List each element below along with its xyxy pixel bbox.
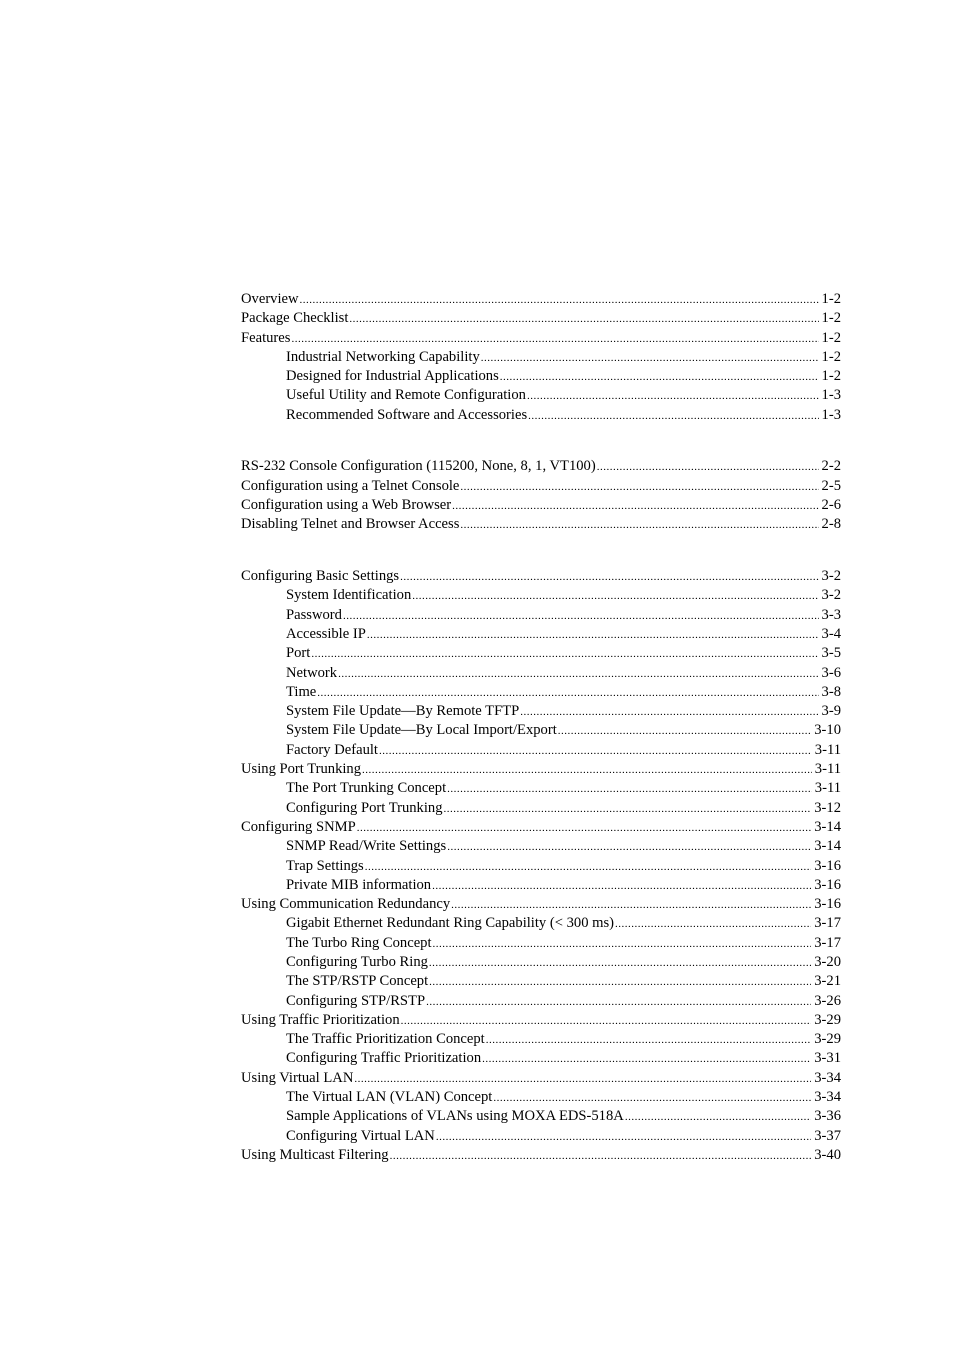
toc-page-number: 1-3 xyxy=(821,387,841,404)
toc-subentry[interactable] xyxy=(241,972,841,991)
toc-subentry[interactable] xyxy=(241,837,841,856)
dot-leader xyxy=(436,1128,811,1146)
toc-entry-title: System Identification xyxy=(286,587,412,604)
toc-page-number: 3-10 xyxy=(814,722,841,739)
toc-page-number: 3-5 xyxy=(821,645,841,662)
toc-subentry[interactable] xyxy=(241,406,841,425)
toc-entry-title: Configuring Traffic Prioritization xyxy=(286,1050,482,1067)
toc-subentry[interactable] xyxy=(241,367,841,386)
toc-page-number: 3-14 xyxy=(814,818,841,835)
dot-leader xyxy=(615,915,811,933)
toc-entry-title: Using Multicast Filtering xyxy=(241,1146,389,1163)
toc-page-number: 3-26 xyxy=(814,992,841,1009)
toc-subentry[interactable] xyxy=(241,586,841,605)
toc-page-number: 3-2 xyxy=(821,587,841,604)
toc-page-number: 3-29 xyxy=(814,1031,841,1048)
dot-leader xyxy=(367,626,819,644)
toc-page-number: 3-21 xyxy=(814,973,841,990)
dot-leader xyxy=(520,703,818,721)
toc-entry-title: Disabling Telnet and Browser Access xyxy=(241,516,460,533)
toc-subentry[interactable] xyxy=(241,721,841,740)
toc-page-number: 3-29 xyxy=(814,1011,841,1028)
toc-page-number: 3-11 xyxy=(814,741,841,758)
dot-leader xyxy=(400,568,818,586)
toc-entry-title: Industrial Networking Capability xyxy=(286,348,480,365)
toc-subentry[interactable] xyxy=(241,1107,841,1126)
toc-page-number: 3-17 xyxy=(814,915,841,932)
toc-subentry[interactable] xyxy=(241,702,841,721)
table-of-contents xyxy=(241,290,841,1165)
toc-entry-title: Configuring Basic Settings xyxy=(241,568,400,585)
toc-section xyxy=(241,567,841,1165)
toc-entry-title: Configuration using a Web Browser xyxy=(241,497,452,514)
toc-page-number: 2-6 xyxy=(821,497,841,514)
toc-page-number: 2-2 xyxy=(821,458,841,475)
toc-entry-title: Recommended Software and Accessories xyxy=(286,406,528,423)
toc-page-number: 3-36 xyxy=(814,1108,841,1125)
dot-leader xyxy=(500,368,819,386)
toc-page-number: 3-6 xyxy=(821,664,841,681)
toc-page-number: 3-16 xyxy=(814,857,841,874)
toc-page-number: 3-12 xyxy=(814,799,841,816)
toc-page-number: 1-2 xyxy=(821,329,841,346)
dot-leader xyxy=(426,993,811,1011)
toc-entry-title: The Virtual LAN (VLAN) Concept xyxy=(286,1089,493,1106)
dot-leader xyxy=(300,291,819,309)
dot-leader xyxy=(558,722,811,740)
toc-subentry[interactable] xyxy=(241,625,841,644)
toc-entry-title: Configuring Virtual LAN xyxy=(286,1127,435,1144)
dot-leader xyxy=(317,684,818,702)
toc-entry-title: Accessible IP xyxy=(286,625,366,642)
dot-leader xyxy=(444,800,812,818)
toc-page-number: 3-3 xyxy=(821,606,841,623)
toc-subentry[interactable] xyxy=(241,876,841,895)
toc-subentry[interactable] xyxy=(241,386,841,405)
toc-entry-title: Sample Applications of VLANs using MOXA EDS-518A xyxy=(286,1108,624,1125)
toc-entry-title: Using Communication Redundancy xyxy=(241,896,451,913)
dot-leader xyxy=(311,645,818,663)
toc-subentry[interactable] xyxy=(241,914,841,933)
toc-entry[interactable] xyxy=(241,329,841,348)
toc-subentry[interactable] xyxy=(241,348,841,367)
toc-subentry[interactable] xyxy=(241,779,841,798)
toc-section xyxy=(241,457,841,534)
dot-leader xyxy=(343,607,819,625)
dot-leader xyxy=(362,761,812,779)
toc-page-number: 1-2 xyxy=(821,368,841,385)
toc-entry[interactable] xyxy=(241,760,841,779)
toc-entry-title: Network xyxy=(286,664,338,681)
toc-entry[interactable] xyxy=(241,496,841,515)
toc-entry-title: Designed for Industrial Applications xyxy=(286,368,499,385)
toc-entry-title: Port xyxy=(286,645,311,662)
toc-entry[interactable] xyxy=(241,477,841,496)
toc-page-number: 3-40 xyxy=(814,1146,841,1163)
toc-entry-title: The STP/RSTP Concept xyxy=(286,973,429,990)
toc-page-number: 3-17 xyxy=(814,934,841,951)
toc-entry-title: Package Checklist xyxy=(241,310,349,327)
dot-leader xyxy=(625,1108,811,1126)
toc-subentry[interactable] xyxy=(241,992,841,1011)
dot-leader xyxy=(379,742,812,760)
toc-page-number: 3-14 xyxy=(814,838,841,855)
toc-page-number: 3-20 xyxy=(814,953,841,970)
toc-entry[interactable] xyxy=(241,457,841,476)
toc-subentry[interactable] xyxy=(241,1127,841,1146)
toc-entry[interactable] xyxy=(241,818,841,837)
toc-page-number: 1-2 xyxy=(821,310,841,327)
toc-entry-title: The Port Trunking Concept xyxy=(286,780,447,797)
dot-leader xyxy=(447,780,812,798)
toc-entry-title: Using Traffic Prioritization xyxy=(241,1011,400,1028)
dot-leader xyxy=(429,954,811,972)
dot-leader xyxy=(432,877,811,895)
toc-entry[interactable] xyxy=(241,1011,841,1030)
toc-subentry[interactable] xyxy=(241,644,841,663)
toc-page-number: 3-4 xyxy=(821,625,841,642)
toc-subentry[interactable] xyxy=(241,1088,841,1107)
toc-entry[interactable] xyxy=(241,309,841,328)
toc-page-number: 3-9 xyxy=(821,703,841,720)
toc-entry-title: Useful Utility and Remote Configuration xyxy=(286,387,526,404)
dot-leader xyxy=(357,819,811,837)
toc-section xyxy=(241,290,841,425)
toc-subentry[interactable] xyxy=(241,857,841,876)
toc-entry-title: Trap Settings xyxy=(286,857,364,874)
toc-subentry[interactable] xyxy=(241,953,841,972)
toc-subentry[interactable] xyxy=(241,741,841,760)
toc-entry-title: Configuring Turbo Ring xyxy=(286,953,428,970)
dot-leader xyxy=(390,1147,812,1165)
toc-page-number: 3-11 xyxy=(814,761,841,778)
dot-leader xyxy=(365,858,812,876)
toc-entry-title: Gigabit Ethernet Redundant Ring Capability (< 300 ms) xyxy=(286,915,615,932)
dot-leader xyxy=(401,1012,812,1030)
dot-leader xyxy=(460,516,818,534)
toc-page-number: 3-2 xyxy=(821,568,841,585)
toc-page-number: 3-11 xyxy=(814,780,841,797)
toc-entry[interactable] xyxy=(241,1069,841,1088)
toc-page-number: 1-3 xyxy=(821,406,841,423)
dot-leader xyxy=(486,1031,811,1049)
toc-page-number: 3-31 xyxy=(814,1050,841,1067)
toc-entry-title: Using Virtual LAN xyxy=(241,1069,354,1086)
toc-entry-title: Time xyxy=(286,683,317,700)
toc-entry-title: Configuration using a Telnet Console xyxy=(241,477,460,494)
toc-subentry[interactable] xyxy=(241,799,841,818)
toc-page-number: 1-2 xyxy=(821,348,841,365)
dot-leader xyxy=(338,665,818,683)
toc-page-number: 3-8 xyxy=(821,683,841,700)
dot-leader xyxy=(527,387,819,405)
toc-entry-title: Configuring STP/RSTP xyxy=(286,992,426,1009)
toc-entry-title: System File Update—By Local Import/Export xyxy=(286,722,557,739)
toc-page-number: 3-37 xyxy=(814,1127,841,1144)
dot-leader xyxy=(451,896,811,914)
dot-leader xyxy=(433,935,812,953)
toc-entry-title: Configuring SNMP xyxy=(241,818,356,835)
toc-entry[interactable] xyxy=(241,290,841,309)
toc-entry-title: RS-232 Console Configuration (115200, None, 8, 1, VT100) xyxy=(241,458,596,475)
toc-entry-title: Private MIB information xyxy=(286,876,432,893)
dot-leader xyxy=(429,973,811,991)
dot-leader xyxy=(482,1050,811,1068)
toc-entry-title: Factory Default xyxy=(286,741,378,758)
toc-entry-title: Overview xyxy=(241,291,299,307)
toc-subentry[interactable] xyxy=(241,664,841,683)
dot-leader xyxy=(452,497,818,515)
toc-subentry[interactable] xyxy=(241,1030,841,1049)
toc-entry[interactable] xyxy=(241,515,841,534)
dot-leader xyxy=(597,458,819,476)
dot-leader xyxy=(349,310,818,328)
toc-entry-title: Password xyxy=(286,606,342,623)
dot-leader xyxy=(460,478,818,496)
dot-leader xyxy=(447,838,811,856)
toc-entry-title: Configuring Port Trunking xyxy=(286,799,443,816)
toc-entry[interactable] xyxy=(241,567,841,586)
toc-entry[interactable] xyxy=(241,1146,841,1165)
toc-page-number: 3-34 xyxy=(814,1089,841,1106)
toc-page-number: 2-5 xyxy=(821,477,841,494)
toc-page-number: 3-34 xyxy=(814,1069,841,1086)
toc-subentry[interactable] xyxy=(241,606,841,625)
dot-leader xyxy=(354,1070,811,1088)
toc-page-number: 1-2 xyxy=(821,291,841,307)
toc-subentry[interactable] xyxy=(241,1049,841,1068)
toc-entry-title: Using Port Trunking xyxy=(241,761,362,778)
toc-entry-title: System File Update—By Remote TFTP xyxy=(286,703,520,720)
toc-entry-title: The Traffic Prioritization Concept xyxy=(286,1031,485,1048)
dot-leader xyxy=(412,587,818,605)
toc-entry-title: Features xyxy=(241,329,291,346)
dot-leader xyxy=(481,349,819,367)
toc-subentry[interactable] xyxy=(241,683,841,702)
toc-subentry[interactable] xyxy=(241,934,841,953)
dot-leader xyxy=(291,330,818,348)
toc-page-number: 2-8 xyxy=(821,516,841,533)
toc-page-number: 3-16 xyxy=(814,896,841,913)
toc-page-number: 3-16 xyxy=(814,876,841,893)
toc-entry-title: SNMP Read/Write Settings xyxy=(286,838,447,855)
toc-entry-title: The Turbo Ring Concept xyxy=(286,934,432,951)
toc-entry[interactable] xyxy=(241,895,841,914)
dot-leader xyxy=(528,407,818,425)
dot-leader xyxy=(493,1089,811,1107)
